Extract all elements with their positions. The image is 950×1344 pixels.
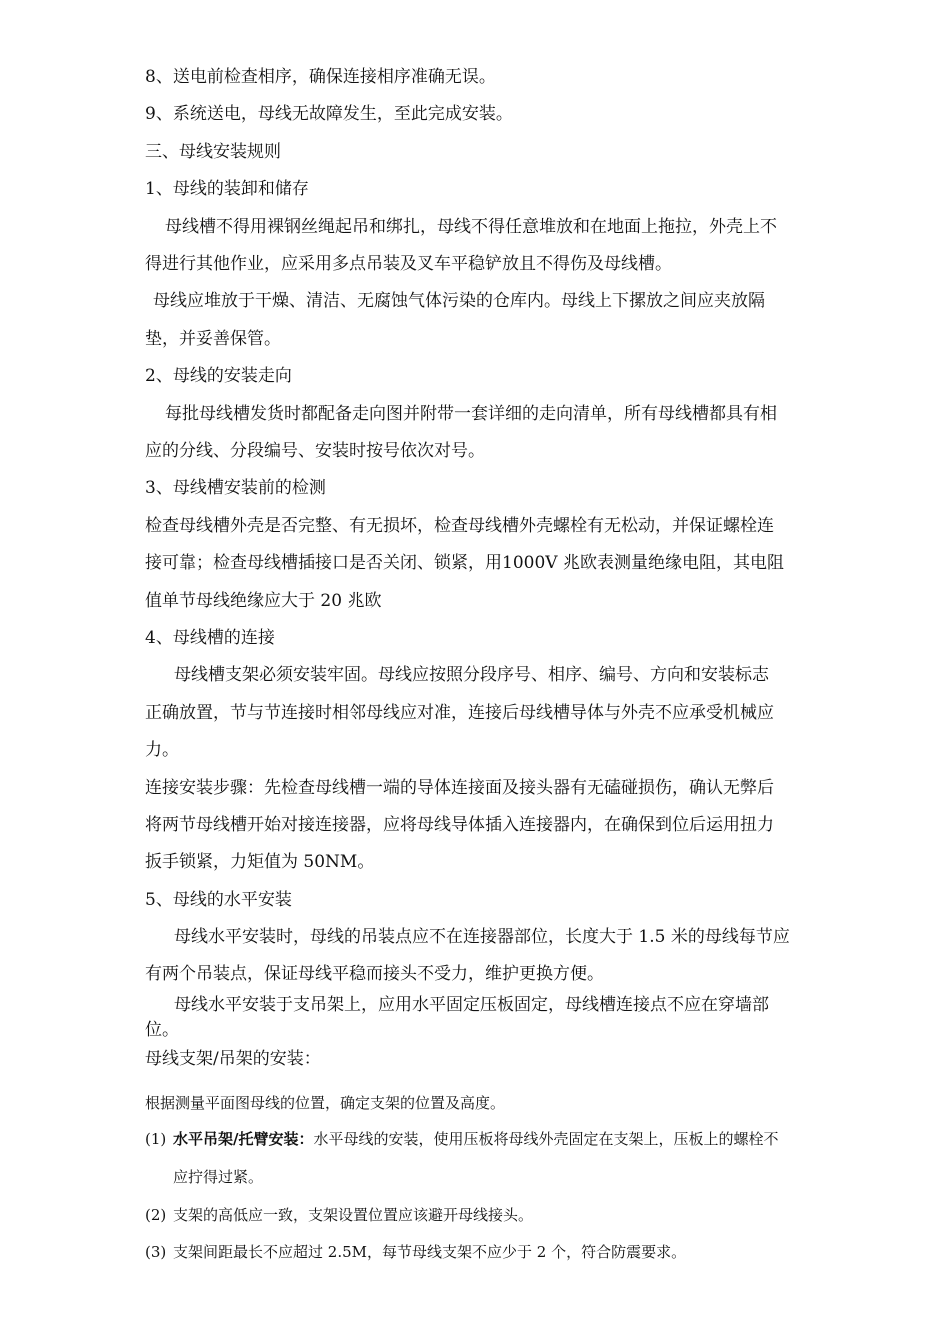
subsection-heading: 4、母线槽的连接 bbox=[145, 628, 275, 648]
paragraph-line: 值单节母线绝缘应大于 20 兆欧 bbox=[145, 591, 382, 611]
paragraph-line: 检查母线槽外壳是否完整、有无损坏，检查母线槽外壳螺栓有无松动，并保证螺栓连 bbox=[145, 516, 774, 536]
paragraph-line: 得进行其他作业，应采用多点吊装及叉车平稳铲放且不得伤及母线槽。 bbox=[145, 254, 672, 274]
section-heading: 三、母线安装规则 bbox=[145, 142, 281, 162]
list-number: (3) bbox=[145, 1243, 167, 1261]
paragraph-line: 母线应堆放于干燥、清洁、无腐蚀气体污染的仓库内。母线上下摞放之间应夹放隔 bbox=[153, 291, 765, 311]
paragraph-line: 力。 bbox=[145, 740, 179, 760]
paragraph-line: 连接安装步骤：先检查母线槽一端的导体连接面及接头器有无磕碰损伤，确认无弊后 bbox=[145, 778, 774, 798]
list-continuation: 应拧得过紧。 bbox=[173, 1168, 264, 1186]
list-text: 支架的高低应一致，支架设置位置应该避开母线接头。 bbox=[173, 1206, 534, 1224]
paragraph-line: 扳手锁紧，力矩值为 50NM。 bbox=[145, 852, 375, 872]
paragraph-line: 正确放置，节与节连接时相邻母线应对准，连接后母线槽导体与外壳不应承受机械应 bbox=[145, 703, 774, 723]
paragraph-line: 有两个吊装点，保证母线平稳而接头不受力，维护更换方便。 bbox=[145, 964, 604, 984]
subsection-heading: 2、母线的安装走向 bbox=[145, 366, 292, 386]
list-number: (1) bbox=[145, 1130, 167, 1148]
paragraph-line: 母线水平安装时，母线的吊装点应不在连接器部位，长度大于 1.5 米的母线每节应 bbox=[174, 927, 790, 947]
list-body: 水平母线的安装，使用压板将母线外壳固定在支架上，压板上的螺栓不 bbox=[313, 1130, 779, 1148]
list-bold-label: 水平吊架/托臂安装： bbox=[173, 1130, 314, 1148]
paragraph-line: 垫，并妥善保管。 bbox=[145, 329, 281, 349]
paragraph-line: 位。 bbox=[145, 1020, 179, 1040]
paragraph-line: 应的分线、分段编号、安装时按号依次对号。 bbox=[145, 441, 485, 461]
subsection-heading: 1、母线的装卸和储存 bbox=[145, 179, 309, 199]
paragraph-line: 接可靠；检查母线槽插接口是否关闭、锁紧，用1000V 兆欧表测量绝缘电阻，其电阻 bbox=[145, 553, 784, 573]
paragraph-line: 母线支架/吊架的安装： bbox=[145, 1049, 321, 1069]
paragraph-line: 母线槽不得用裸钢丝绳起吊和绑扎，母线不得任意堆放和在地面上拖拉，外壳上不 bbox=[165, 217, 777, 237]
text-line: 9、系统送电，母线无故障发生，至此完成安装。 bbox=[145, 104, 513, 124]
paragraph-line: 根据测量平面图母线的位置，确定支架的位置及高度。 bbox=[145, 1094, 506, 1112]
paragraph-line: 母线槽支架必须安装牢固。母线应按照分段序号、相序、编号、方向和安装标志 bbox=[174, 665, 769, 685]
list-number: (2) bbox=[145, 1206, 167, 1224]
subsection-heading: 5、母线的水平安装 bbox=[145, 890, 292, 910]
paragraph-line: 母线水平安装于支吊架上，应用水平固定压板固定，母线槽连接点不应在穿墙部 bbox=[174, 995, 769, 1015]
text-line: 8、送电前检查相序，确保连接相序准确无误。 bbox=[145, 67, 496, 87]
list-text bbox=[173, 1128, 779, 1150]
list-text: 支架间距最长不应超过 2.5M，每节母线支架不应少于 2 个，符合防震要求。 bbox=[173, 1243, 687, 1261]
paragraph-line: 将两节母线槽开始对接连接器，应将母线导体插入连接器内，在确保到位后运用扭力 bbox=[145, 815, 774, 835]
paragraph-line: 每批母线槽发货时都配备走向图并附带一套详细的走向清单，所有母线槽都具有相 bbox=[165, 404, 777, 424]
subsection-heading: 3、母线槽安装前的检测 bbox=[145, 478, 326, 498]
